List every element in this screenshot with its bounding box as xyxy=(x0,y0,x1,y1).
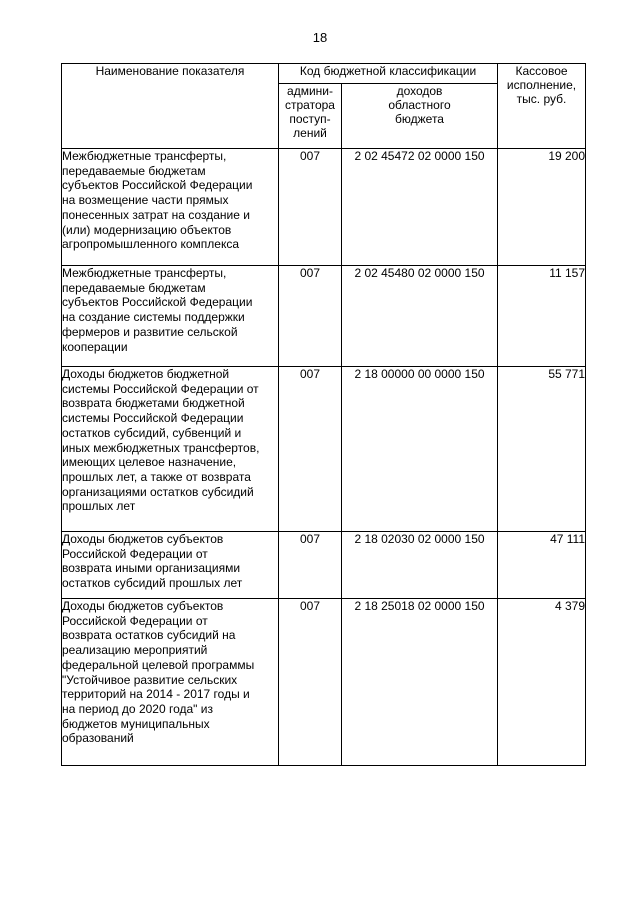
administrator-code-cell: 007 xyxy=(279,266,342,367)
indicator-name-cell: Межбюджетные трансферты, передаваемые бюджетам субъектов Российской Федерации на возмещение части прямых понесенных затрат на создание и (или) модернизацию объектов агропромышленного комплекса xyxy=(62,149,279,266)
header-income: доходов областного бюджета xyxy=(342,84,498,149)
header-code-group: Код бюджетной классификации xyxy=(279,64,498,84)
amount-cell: 11 157 xyxy=(498,266,586,367)
table-row xyxy=(62,532,586,599)
budget-code-cell: 2 18 02030 02 0000 150 xyxy=(342,532,498,599)
table-row xyxy=(62,149,586,266)
budget-code-cell: 2 02 45480 02 0000 150 xyxy=(342,266,498,367)
indicator-name-cell: Доходы бюджетов субъектов Российской Федерации от возврата иными организациями остатков субсидий прошлых лет xyxy=(62,532,279,599)
header-indicator-name: Наименование показателя xyxy=(62,64,279,149)
budget-code-cell: 2 18 25018 02 0000 150 xyxy=(342,599,498,766)
page-number: 18 xyxy=(312,30,328,45)
amount-cell: 19 200 xyxy=(498,149,586,266)
amount-cell: 4 379 xyxy=(498,599,586,766)
indicator-name-cell: Доходы бюджетов субъектов Российской Федерации от возврата остатков субсидий на реализацию мероприятий федеральной целевой программы "Устойчивое развитие сельских территорий на 2014 - 2017 годы и на период до 2020 года" из бюджетов муниципальных образований xyxy=(62,599,279,766)
table-row xyxy=(62,599,586,766)
indicator-name-cell: Доходы бюджетов бюджетной системы Российской Федерации от возврата бюджетами бюджетной системы Российской Федерации остатков субсидий, субвенций и иных межбюджетных трансфертов, имеющих целевое назначение, прошлых лет, а также от возврата организациями остатков субсидий прошлых лет xyxy=(62,367,279,532)
header-amount: Кассовое исполнение, тыс. руб. xyxy=(498,64,586,149)
administrator-code-cell: 007 xyxy=(279,367,342,532)
amount-cell: 47 111 xyxy=(498,532,586,599)
administrator-code-cell: 007 xyxy=(279,532,342,599)
indicator-name-cell: Межбюджетные трансферты, передаваемые бюджетам субъектов Российской Федерации на создание системы поддержки фермеров и развитие сельской кооперации xyxy=(62,266,279,367)
budget-code-cell: 2 18 00000 00 0000 150 xyxy=(342,367,498,532)
table-row xyxy=(62,266,586,367)
header-row-1 xyxy=(62,64,586,84)
table-row xyxy=(62,367,586,532)
administrator-code-cell: 007 xyxy=(279,599,342,766)
amount-cell: 55 771 xyxy=(498,367,586,532)
budget-code-cell: 2 02 45472 02 0000 150 xyxy=(342,149,498,266)
budget-report-table xyxy=(61,63,586,766)
administrator-code-cell: 007 xyxy=(279,149,342,266)
header-administrator: админи- стратора поступ- лений xyxy=(279,84,342,149)
